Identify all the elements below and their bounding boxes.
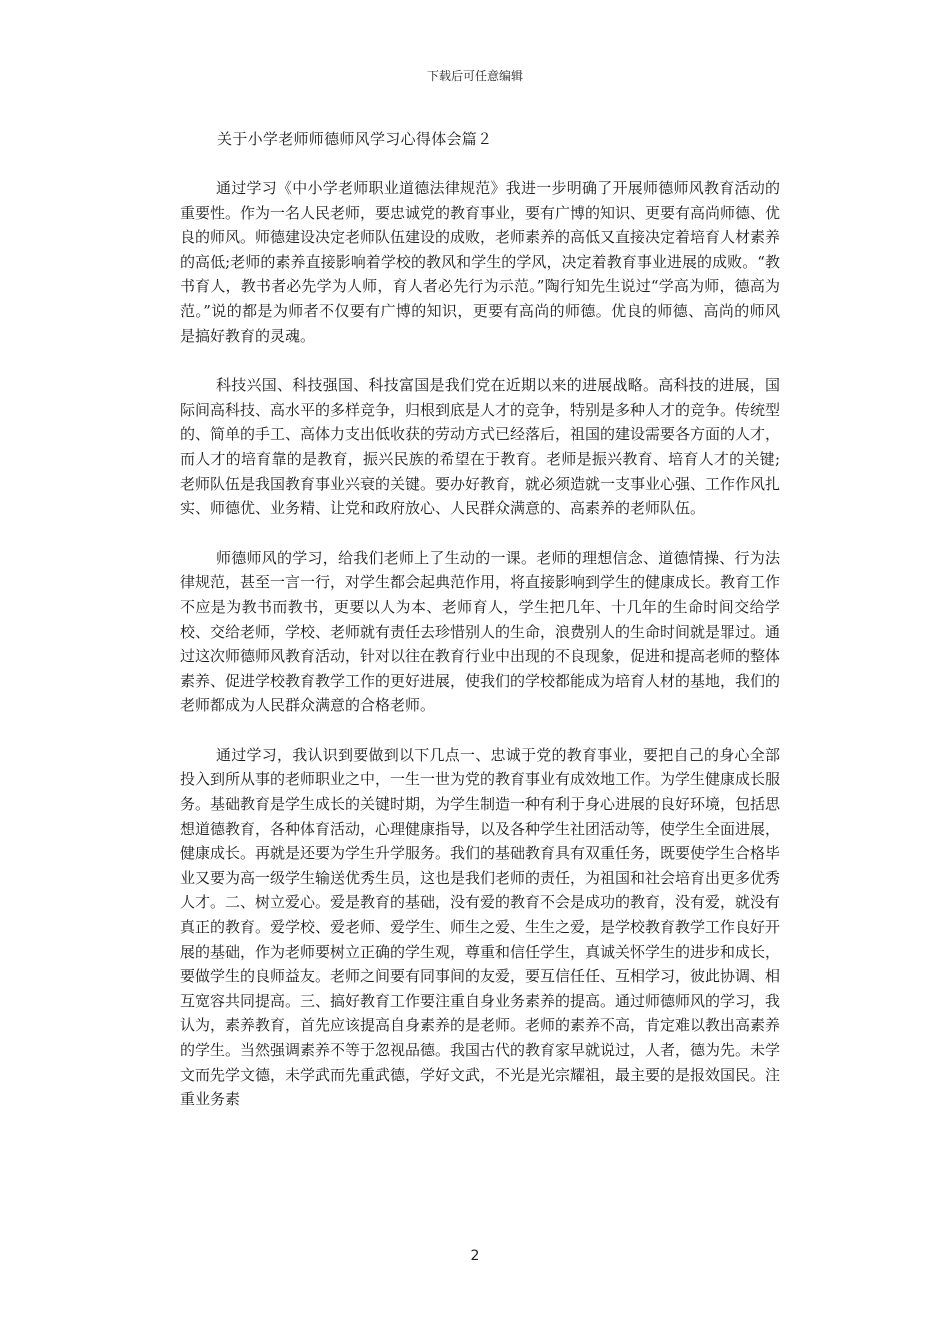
paragraph: 师德师风的学习，给我们老师上了生动的一课。老师的理想信念、道德情操、行为法律规范，甚至一言一行，对学生都会起典范作用，将直接影响到学生的健康成长。教育工作不应是为教书而教书，更要以人为本、老师育人，学生把几年、十几年的生命时间交给学校、交给老师，学校、老师就有责任去珍惜别人的生命，浪费别人的生命时间就是罪过。通过这次师德师风教育活动，针对以往在教育行业中出现的不良现象，促进和提高老师的整体素养、促进学校教育教学工作的更好进展，使我们的学校都能成为培育人材的基地，我们的老师都成为人民群众满意的合格老师。 bbox=[180, 548, 781, 715]
paragraph: 科技兴国、科技强国、科技富国是我们党在近期以来的进展战略。高科技的进展，国际间高科技、高水平的多样竞争，归根到底是人才的竞争，特别是多种人才的竞争。传统型的、简单的手工、高体力支出低收获的劳动方式已经落后，祖国的建设需要各方面的人才，而人才的培育靠的是教育，振兴民族的希望在于教育。老师是振兴教育、培育人才的关键;老师队伍是我国教育事业兴衰的关键。要办好教育，就必须造就一支事业心强、工作作风扎实、师德优、业务精、让党和政府放心、人民群众满意的、高素养的老师队伍。 bbox=[180, 376, 781, 518]
page-header-note: 下载后可任意编辑 bbox=[426, 69, 523, 83]
page-number: 2 bbox=[470, 1248, 480, 1264]
document-title: 关于小学老师师德师风学习心得体会篇２ bbox=[217, 130, 493, 148]
document-body bbox=[180, 176, 780, 1137]
paragraph: 通过学习，我认识到要做到以下几点一、忠诚于党的教育事业，要把自己的身心全部投入到所从事的老师职业之中，一生一世为党的教育事业有成效地工作。为学生健康成长服务。基础教育是学生成长的关键时期，为学生制造一种有利于身心进展的良好环境，包括思想道德教育，各种体育活动，心理健康指导，以及各种学生社团活动等，使学生全面进展，健康成长。再就是还要为学生升学服务。我们的基础教育具有双重任务，既要使学生合格毕业又要为高一级学生输送优秀生员，这也是我们老师的责任，为祖国和社会培育出更多优秀人才。二、树立爱心。爱是教育的基础，没有爱的教育不会是成功的教育，没有爱，就没有真正的教育。爱学校、爱老师、爱学生、师生之爱、生生之爱，是学校教育教学工作良好开展的基础，作为老师要树立正确的学生观，尊重和信任学生，真诚关怀学生的进步和成长，要做学生的良师益友。老师之间要有同事间的友爱，要互信任任、互相学习，彼此协调、相互宽容共同提高。三、搞好教育工作要注重自身业务素养的提高。通过师德师风的学习，我认为，素养教育，首先应该提高自身素养的是老师。老师的素养不高，肯定难以教出高素养的学生。当然强调素养不等于忽视品德。我国古代的教育家早就说过，人者，德为先。未学文而先学文德，未学武而先重武德，学好文武，不光是光宗耀祖，最主要的是报效国民。注重业务素 bbox=[180, 745, 781, 1109]
paragraph: 通过学习《中小学老师职业道德法律规范》我进一步明确了开展师德师风教育活动的重要性。作为一名人民老师，要忠诚党的教育事业，要有广博的知识、更要有高尚师德、优良的师风。师德建设决定老师队伍建设的成败，老师素养的高低又直接决定着培育人材素养的高低;老师的素养直接影响着学校的教风和学生的学风，决定着教育事业进展的成败。“教书育人，教书者必先学为人师，育人者必先行为示范。”陶行知先生说过“学高为师，德高为范。”说的都是为师者不仅要有广博的知识，更要有高尚的师德。优良的师德、高尚的师风是搞好教育的灵魂。 bbox=[180, 179, 781, 345]
